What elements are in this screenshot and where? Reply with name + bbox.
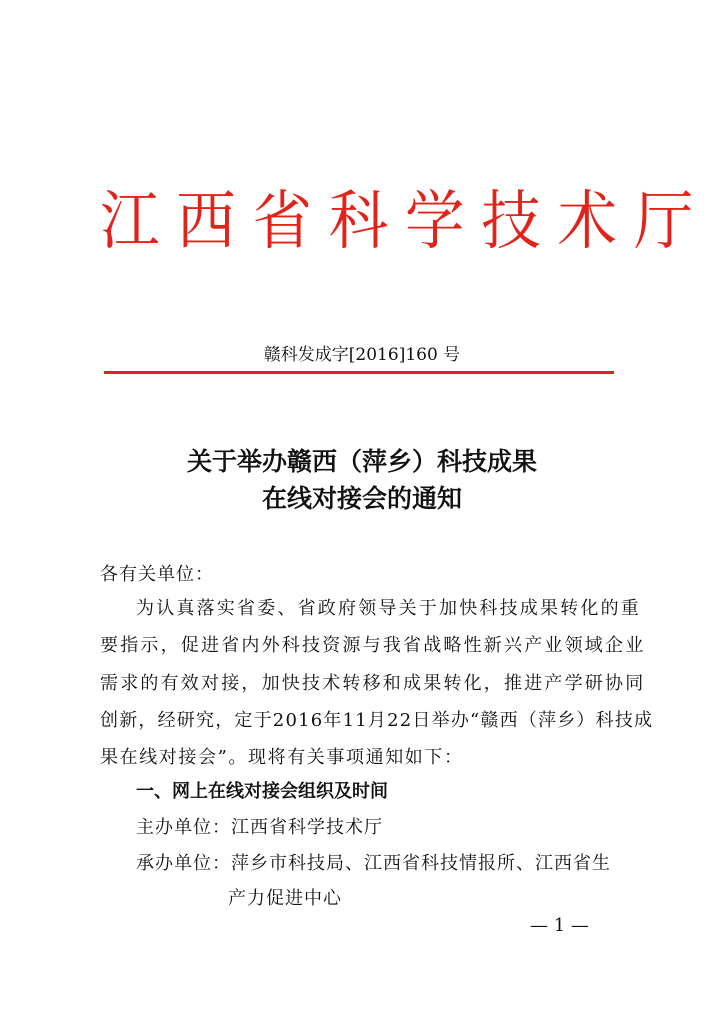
red-divider-line bbox=[104, 371, 614, 374]
page-number: — 1 — bbox=[530, 915, 589, 936]
co-organizer-line-continued: 产力促进中心 bbox=[228, 888, 342, 909]
paragraph-line: 为认真落实省委、省政府领导关于加快科技成果转化的重 bbox=[136, 598, 641, 619]
agency-letterhead: 江西省科学技术厅 bbox=[100, 185, 711, 259]
paragraph-line: 创新，经研究，定于2016年11月22日举办“赣西（萍乡）科技成 bbox=[100, 710, 654, 731]
document-number: 赣科发成字[2016]160 号 bbox=[263, 345, 461, 365]
paragraph-line: 果在线对接会”。现将有关事项通知如下： bbox=[100, 747, 464, 768]
document-title-line-1: 关于举办赣西（萍乡）科技成果 bbox=[186, 447, 537, 476]
organizer-line: 主办单位：江西省科学技术厅 bbox=[136, 817, 383, 838]
co-organizer-line: 承办单位：萍乡市科技局、江西省科技情报所、江西省生 bbox=[136, 853, 611, 874]
paragraph-line: 要指示，促进省内外科技资源与我省战略性新兴产业领域企业 bbox=[100, 635, 646, 656]
salutation: 各有关单位： bbox=[100, 564, 214, 585]
document-title-line-2: 在线对接会的通知 bbox=[261, 484, 462, 513]
section-heading: 一、网上在线对接会组织及时间 bbox=[136, 781, 388, 802]
paragraph-line: 需求的有效对接，加快技术转移和成果转化，推进产学研协同 bbox=[100, 673, 646, 694]
